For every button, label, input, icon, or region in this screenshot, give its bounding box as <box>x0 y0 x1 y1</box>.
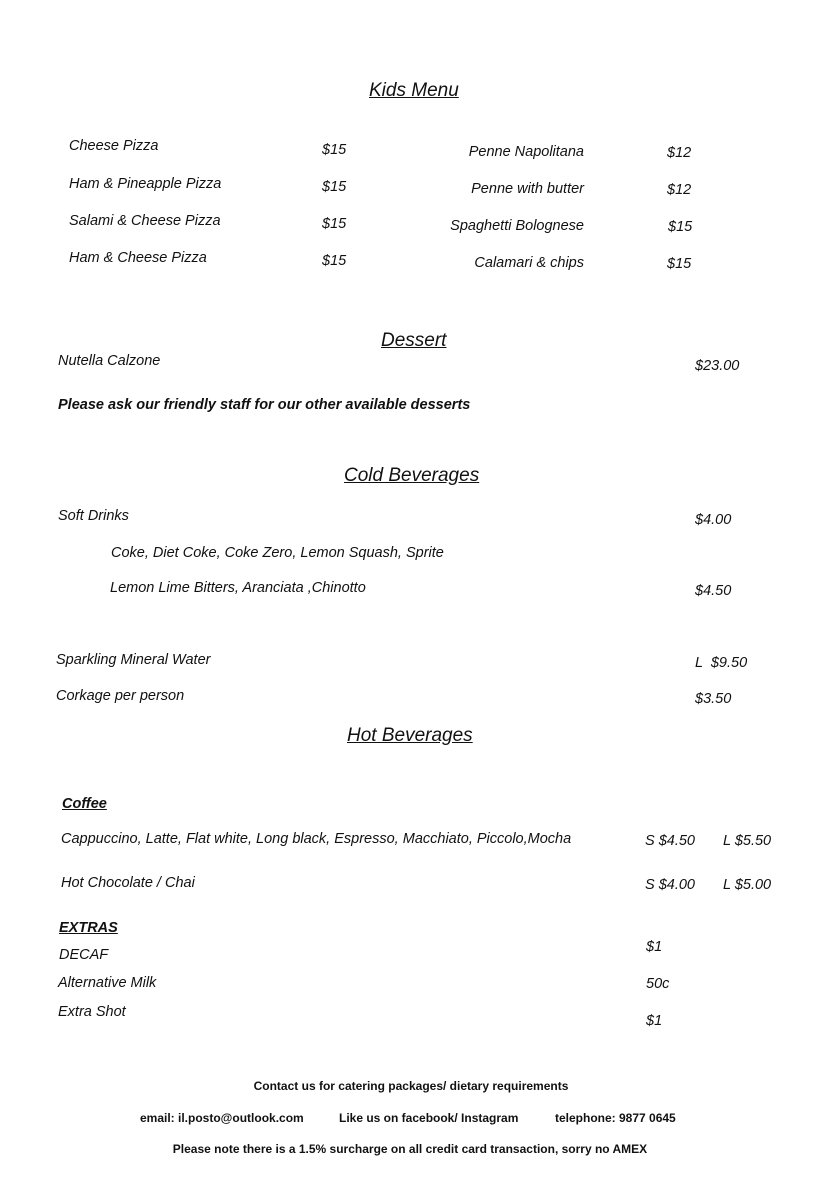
footer-telephone: telephone: 9877 0645 <box>555 1111 676 1125</box>
menu-item-name: Nutella Calzone <box>58 353 161 369</box>
menu-item-name: Cappuccino, Latte, Flat white, Long black, Espresso, Macchiato, Piccolo,Mocha <box>61 831 572 847</box>
footer-surcharge: Please note there is a 1.5% surcharge on all credit card transaction, sorry no AMEX <box>172 1142 648 1156</box>
menu-item-price: $1 <box>646 939 663 955</box>
menu-item-name: Sparkling Mineral Water <box>56 652 211 668</box>
menu-item-name: Extra Shot <box>58 1004 126 1020</box>
menu-item-name: Spaghetti Bolognese <box>450 218 584 234</box>
menu-item-name: Alternative Milk <box>58 975 157 991</box>
menu-item-name: Cheese Pizza <box>69 138 159 154</box>
menu-item-name: Ham & Pineapple Pizza <box>69 176 222 192</box>
menu-item-price: $12 <box>667 145 692 161</box>
menu-item-name: Soft Drinks <box>58 508 129 524</box>
dessert-note: Please ask our friendly staff for our other available desserts <box>58 397 471 413</box>
menu-item-name: Penne with butter <box>471 181 584 197</box>
menu-item-price: $4.00 <box>695 512 732 528</box>
menu-item-price-large: L $5.00 <box>723 877 772 893</box>
menu-item-price: $15 <box>322 253 347 269</box>
menu-item-price: $3.50 <box>695 691 732 707</box>
menu-item-price: $15 <box>668 219 693 235</box>
menu-item-price: $15 <box>322 216 347 232</box>
footer-email[interactable]: email: il.posto@outlook.com <box>140 1111 304 1125</box>
menu-item-name: Hot Chocolate / Chai <box>61 875 195 891</box>
menu-item-price: $15 <box>322 142 347 158</box>
footer-contact: Contact us for catering packages/ dietary requirements <box>253 1079 569 1093</box>
hot-beverages-heading: Hot Beverages <box>347 725 473 746</box>
menu-item-price: $1 <box>646 1013 663 1029</box>
footer-social: Like us on facebook/ Instagram <box>339 1111 519 1125</box>
soft-drink-list: Coke, Diet Coke, Coke Zero, Lemon Squash, Sprite <box>111 545 444 561</box>
extras-subheading: EXTRAS <box>59 920 118 936</box>
menu-item-name: Corkage per person <box>56 688 185 704</box>
menu-item-name: Calamari & chips <box>474 255 584 271</box>
menu-item-price-large: L $5.50 <box>723 833 772 849</box>
menu-item-price-small: S $4.00 <box>645 877 695 893</box>
menu-item-name: Penne Napolitana <box>468 144 584 160</box>
cold-beverages-heading: Cold Beverages <box>344 465 480 486</box>
dessert-heading: Dessert <box>381 330 447 351</box>
menu-item-price: 50c <box>646 976 670 992</box>
kids-menu-heading: Kids Menu <box>369 80 459 101</box>
menu-item-name: Lemon Lime Bitters, Aranciata ,Chinotto <box>110 580 366 596</box>
menu-item-price: $12 <box>667 182 692 198</box>
menu-item-price-small: S $4.50 <box>645 833 695 849</box>
coffee-subheading: Coffee <box>62 796 107 812</box>
menu-item-price: L $9.50 <box>695 655 748 671</box>
menu-item-price: $15 <box>667 256 692 272</box>
menu-item-name: Salami & Cheese Pizza <box>69 213 221 229</box>
menu-item-name: Ham & Cheese Pizza <box>69 250 207 266</box>
menu-item-name: DECAF <box>59 947 109 963</box>
menu-item-price: $15 <box>322 179 347 195</box>
menu-item-price: $4.50 <box>695 583 732 599</box>
menu-item-price: $23.00 <box>695 358 740 374</box>
